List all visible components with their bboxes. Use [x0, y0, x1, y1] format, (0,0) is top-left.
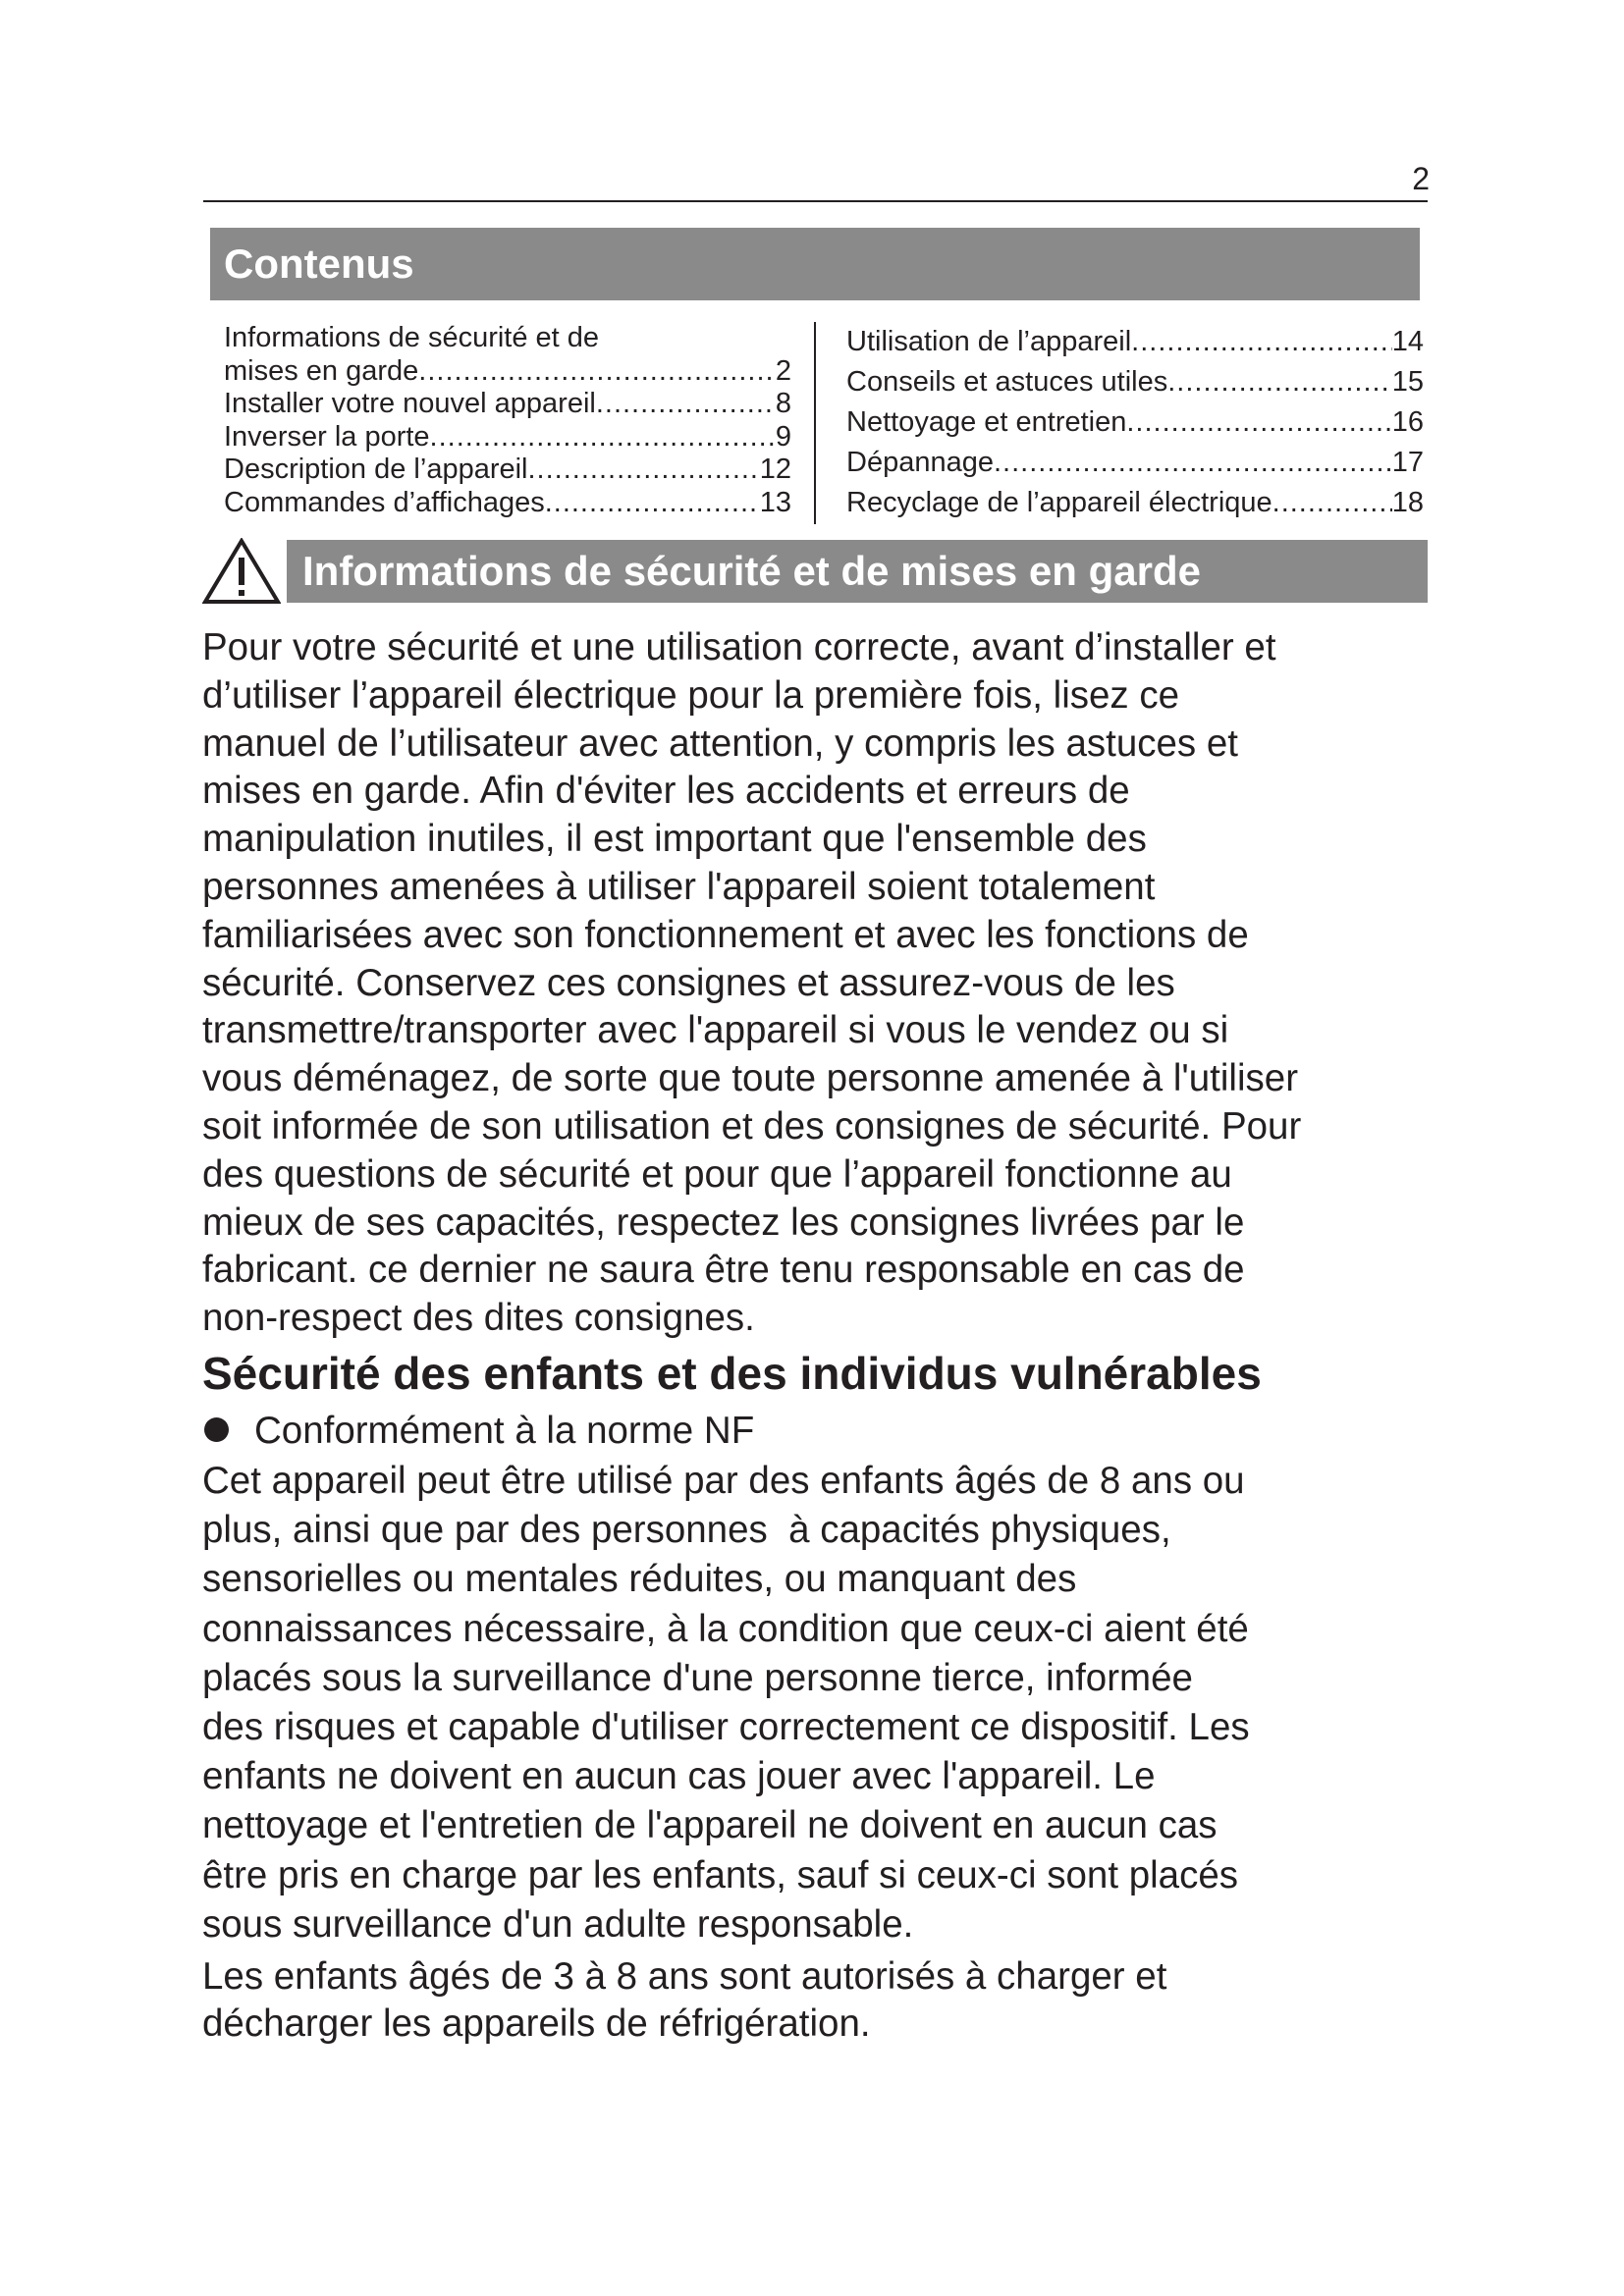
top-divider: [203, 200, 1428, 202]
children-paragraph: [202, 1457, 1430, 1949]
text-line: sensorielles ou mentales réduites, ou manquant des: [202, 1558, 1077, 1601]
toc-entry-label: Inverser la porte: [224, 420, 430, 453]
text-line: personnes amenées à utiliser l'appareil soient totalement: [202, 865, 1156, 908]
text-line: Pour votre sécurité et une utilisation correcte, avant d’installer et: [202, 626, 1276, 668]
section-heading: Sécurité des enfants et des individus vulnérables: [202, 1348, 1262, 1399]
text-line: Cet appareil peut être utilisé par des enfants âgés de 8 ans ou: [202, 1460, 1245, 1502]
text-line: fabricant. ce dernier ne saura être tenu responsable en cas de: [202, 1249, 1245, 1292]
toc-entry[interactable]: [224, 355, 791, 389]
text-line: décharger les appareils de réfrigération.: [202, 2002, 871, 2045]
toc-leader-dots: [994, 443, 1392, 483]
toc-entry-line: Informations de sécurité et de: [224, 322, 600, 353]
text-line: familiarisées avec son fonctionnement et avec les fonctions de: [202, 913, 1249, 956]
text-line: plus, ainsi que par des personnes à capacités physiques,: [202, 1509, 1171, 1552]
toc-entry-label: Commandes d’affichages: [224, 486, 545, 518]
toc-column-divider: [814, 322, 816, 524]
toc-entry-label: Dépannage: [846, 447, 994, 478]
toc-entry-label: Nettoyage et entretien: [846, 406, 1127, 438]
toc-entry-page: 17: [1391, 447, 1424, 478]
text-line: transmettre/transporter avec l'appareil si vous le vendez ou si: [202, 1009, 1229, 1052]
text-line: mises en garde. Afin d'éviter les accidents et erreurs de: [202, 770, 1130, 813]
toc-entry-label: Utilisation de l’appareil: [846, 326, 1132, 357]
toc-entry-page: 9: [775, 420, 791, 453]
toc-leader-dots: [418, 355, 776, 389]
toc-entry[interactable]: [224, 388, 791, 421]
toc-entry[interactable]: [846, 402, 1424, 443]
toc-leader-dots: [1272, 483, 1392, 523]
warning-triangle-icon: [202, 538, 281, 605]
text-line: des risques et capable d'utiliser correctement ce dispositif. Les: [202, 1706, 1250, 1749]
text-line: vous déménagez, de sorte que toute personne amenée à l'utiliser: [202, 1057, 1299, 1100]
toc-entry-page: 18: [1391, 487, 1424, 518]
toc-entry-label: Recyclage de l’appareil électrique: [846, 487, 1272, 518]
text-line: connaissances nécessaire, à la condition que ceux-ci aient été: [202, 1607, 1249, 1650]
toc-entry-label: mises en garde: [224, 354, 419, 387]
toc-leader-dots: [545, 487, 760, 520]
text-line: soit informée de son utilisation et des consignes de sécurité. Pour: [202, 1104, 1302, 1148]
toc-entry[interactable]: [846, 443, 1424, 483]
text-line: d’utiliser l’appareil électrique pour la première fois, lisez ce: [202, 673, 1180, 717]
toc-entry-page: 12: [759, 454, 791, 485]
toc-leader-dots: [1126, 402, 1391, 443]
toc-entry-page: 13: [759, 486, 791, 518]
safety-intro-paragraph: [202, 624, 1430, 1343]
toc-left-column: [224, 322, 791, 519]
toc-entry-label: Description de l’appareil: [224, 454, 528, 485]
toc-entry-page: 16: [1391, 406, 1424, 438]
toc-entry-page: 2: [775, 354, 791, 387]
safety-banner: Informations de sécurité et de mises en garde: [287, 540, 1428, 603]
text-line: sécurité. Conservez ces consignes et assurez-vous de les: [202, 961, 1175, 1004]
text-line: non-respect des dites consignes.: [202, 1297, 755, 1340]
toc-entry[interactable]: [846, 483, 1424, 523]
text-line: sous surveillance d'un adulte responsable.: [202, 1902, 914, 1946]
text-line: Les enfants âgés de 3 à 8 ans sont autorisés à charger et: [202, 1955, 1167, 1998]
toc-entry-label: Installer votre nouvel appareil: [224, 388, 596, 419]
children-paragraph-2: [202, 1953, 1430, 2048]
toc-entry[interactable]: [846, 362, 1424, 402]
text-line: enfants ne doivent en aucun cas jouer avec l'appareil. Le: [202, 1755, 1156, 1798]
toc-leader-dots: [528, 454, 760, 487]
text-line: des questions de sécurité et pour que l’appareil fonctionne au: [202, 1152, 1232, 1196]
toc-entry-page: 8: [775, 388, 791, 419]
bullet-dot-icon: [204, 1417, 229, 1442]
toc-entry-label: Conseils et astuces utiles: [846, 366, 1168, 398]
text-line: nettoyage et l'entretien de l'appareil ne doivent en aucun cas: [202, 1804, 1218, 1847]
text-line: manipulation inutiles, il est important que l'ensemble des: [202, 818, 1147, 861]
toc-entry-page: 14: [1391, 326, 1424, 357]
safety-header: [202, 538, 1428, 605]
bullet-text: Conformément à la norme NF: [254, 1410, 755, 1452]
toc-leader-dots: [596, 388, 776, 421]
contents-banner: Contenus: [210, 228, 1420, 300]
toc-entry-page: 15: [1391, 366, 1424, 398]
toc-entry[interactable]: [224, 487, 791, 520]
table-of-contents: [224, 322, 1428, 524]
bullet-item: [204, 1408, 754, 1455]
toc-entry[interactable]: [846, 322, 1424, 362]
toc-leader-dots: [430, 421, 776, 454]
toc-entry[interactable]: [224, 421, 791, 454]
toc-entry[interactable]: [224, 454, 791, 487]
text-line: mieux de ses capacités, respectez les consignes livrées par le: [202, 1201, 1245, 1244]
text-line: manuel de l’utilisateur avec attention, y compris les astuces et: [202, 721, 1238, 765]
text-line: placés sous la surveillance d'une personne tierce, informée: [202, 1656, 1193, 1699]
text-line: être pris en charge par les enfants, sauf si ceux-ci sont placés: [202, 1853, 1239, 1896]
toc-right-column: [846, 322, 1424, 523]
page-number: 2: [1412, 161, 1430, 196]
toc-leader-dots: [1167, 362, 1392, 402]
toc-leader-dots: [1131, 322, 1392, 362]
